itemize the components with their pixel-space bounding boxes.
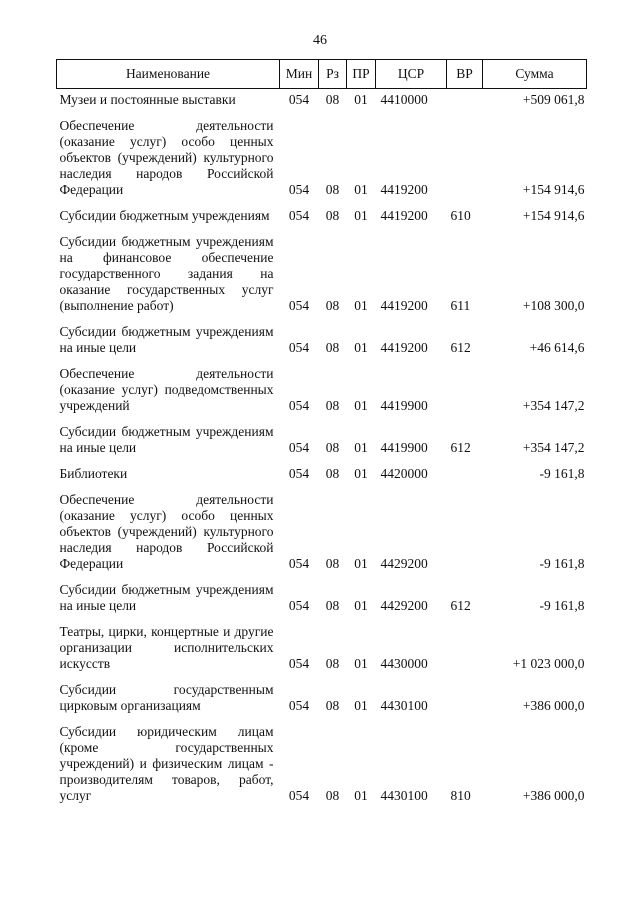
row-pr: 01 [354,440,368,455]
table-row [57,672,587,714]
row-vr [447,356,483,414]
row-csr: 4410000 [380,92,428,107]
row-rz: 08 [325,398,340,413]
row-pr: 01 [354,182,368,197]
row-pr: 01 [354,556,368,571]
row-pr: 01 [354,340,368,355]
row-csr: 4419900 [380,398,428,413]
row-name: Субсидии бюджетным учреждениям на иные цели [59,582,274,613]
row-min: 054 [288,182,310,197]
row-vr [447,108,483,198]
row-rz: 08 [325,92,340,107]
row-rz: 08 [325,598,340,613]
row-pr: 01 [354,598,368,613]
row-rz: 08 [325,298,340,313]
table-row [57,572,587,614]
row-name: Субсидии бюджетным учреждениям на финансовое обеспечение государственного задания на оказание государственных услуг (выполнение работ) [59,234,274,313]
row-pr: 01 [354,398,368,413]
row-sum: +354 147,2 [522,398,585,413]
table-row [57,89,587,109]
row-min: 054 [288,398,310,413]
row-rz: 08 [325,698,340,713]
row-rz: 08 [325,788,340,803]
table-row [57,482,587,572]
row-vr: 612 [450,440,471,455]
row-sum: +386 000,0 [522,698,585,713]
header-rz: Рз [319,60,347,89]
row-rz: 08 [325,208,340,223]
table-body [57,89,587,805]
row-name: Музеи и постоянные выставки [59,92,236,107]
row-rz: 08 [325,340,340,355]
row-rz: 08 [325,182,340,197]
table-row [57,356,587,414]
row-pr: 01 [354,788,368,803]
row-sum: -9 161,8 [539,598,585,613]
row-sum: -9 161,8 [539,466,585,481]
row-pr: 01 [354,466,368,481]
row-pr: 01 [354,298,368,313]
row-name: Обеспечение деятельности (оказание услуг) особо ценных объектов (учреждений) культурного наследия народов Российской Федерации [59,118,274,197]
row-pr: 01 [354,656,368,671]
row-name: Субсидии бюджетным учреждениям на иные цели [59,424,274,455]
row-sum: +154 914,6 [522,182,585,197]
table-row [57,614,587,672]
row-vr [447,482,483,572]
row-sum: -9 161,8 [539,556,585,571]
row-name: Субсидии государственным цирковым организациям [59,682,274,713]
row-min: 054 [288,208,310,223]
row-csr: 4419200 [380,182,428,197]
row-csr: 4420000 [380,466,428,481]
header-min: Мин [280,60,319,89]
row-sum: +354 147,2 [522,440,585,455]
table-row [57,108,587,198]
table-row [57,224,587,314]
row-rz: 08 [325,440,340,455]
header-sum: Сумма [483,60,587,89]
row-csr: 4419200 [380,340,428,355]
row-rz: 08 [325,466,340,481]
header-name: Наименование [57,60,280,89]
row-csr: 4430100 [380,698,428,713]
row-name: Субсидии юридическим лицам (кроме государственных учреждений) и физическим лицам - производителям товаров, работ, услуг [59,724,274,803]
row-vr [447,614,483,672]
row-min: 054 [288,340,310,355]
row-sum: +509 061,8 [522,92,585,107]
row-name: Субсидии бюджетным учреждениям [59,208,270,223]
row-csr: 4419900 [380,440,428,455]
row-min: 054 [288,788,310,803]
row-sum: +1 023 000,0 [512,656,585,671]
row-min: 054 [288,698,310,713]
row-vr [447,89,483,109]
row-vr [447,672,483,714]
row-pr: 01 [354,92,368,107]
row-name: Театры, цирки, концертные и другие организации исполнительских искусств [59,624,274,671]
row-csr: 4419200 [380,298,428,313]
table-row [57,714,587,804]
row-vr: 611 [450,298,471,313]
row-min: 054 [288,466,310,481]
table-row [57,414,587,456]
row-sum: +386 000,0 [522,788,585,803]
row-min: 054 [288,598,310,613]
page-number: 46 [313,33,327,48]
row-csr: 4430100 [380,788,428,803]
row-sum: +108 300,0 [522,298,585,313]
row-sum: +46 614,6 [529,340,585,355]
row-min: 054 [288,656,310,671]
row-min: 054 [288,440,310,455]
table-row [57,314,587,356]
row-csr: 4419200 [380,208,428,223]
row-csr: 4430000 [380,656,428,671]
row-rz: 08 [325,656,340,671]
row-name: Субсидии бюджетным учреждениям на иные цели [59,324,274,355]
table-header [57,60,587,89]
row-name: Обеспечение деятельности (оказание услуг) подведомственных учреждений [59,366,274,413]
row-sum: +154 914,6 [522,208,585,223]
budget-table [56,59,587,804]
table-row [57,198,587,224]
row-min: 054 [288,298,310,313]
header-csr: ЦСР [376,60,447,89]
header-vr: ВР [447,60,483,89]
row-rz: 08 [325,556,340,571]
row-vr [447,456,483,482]
header-pr: ПР [347,60,376,89]
row-pr: 01 [354,208,368,223]
row-csr: 4429200 [380,556,428,571]
row-vr: 810 [450,788,471,803]
row-vr: 610 [450,208,471,223]
row-vr: 612 [450,340,471,355]
row-min: 054 [288,92,310,107]
row-min: 054 [288,556,310,571]
row-pr: 01 [354,698,368,713]
row-name: Обеспечение деятельности (оказание услуг) особо ценных объектов (учреждений) культурного наследия народов Российской Федерации [59,492,274,571]
row-vr: 612 [450,598,471,613]
row-csr: 4429200 [380,598,428,613]
table-row [57,456,587,482]
row-name: Библиотеки [59,466,128,481]
